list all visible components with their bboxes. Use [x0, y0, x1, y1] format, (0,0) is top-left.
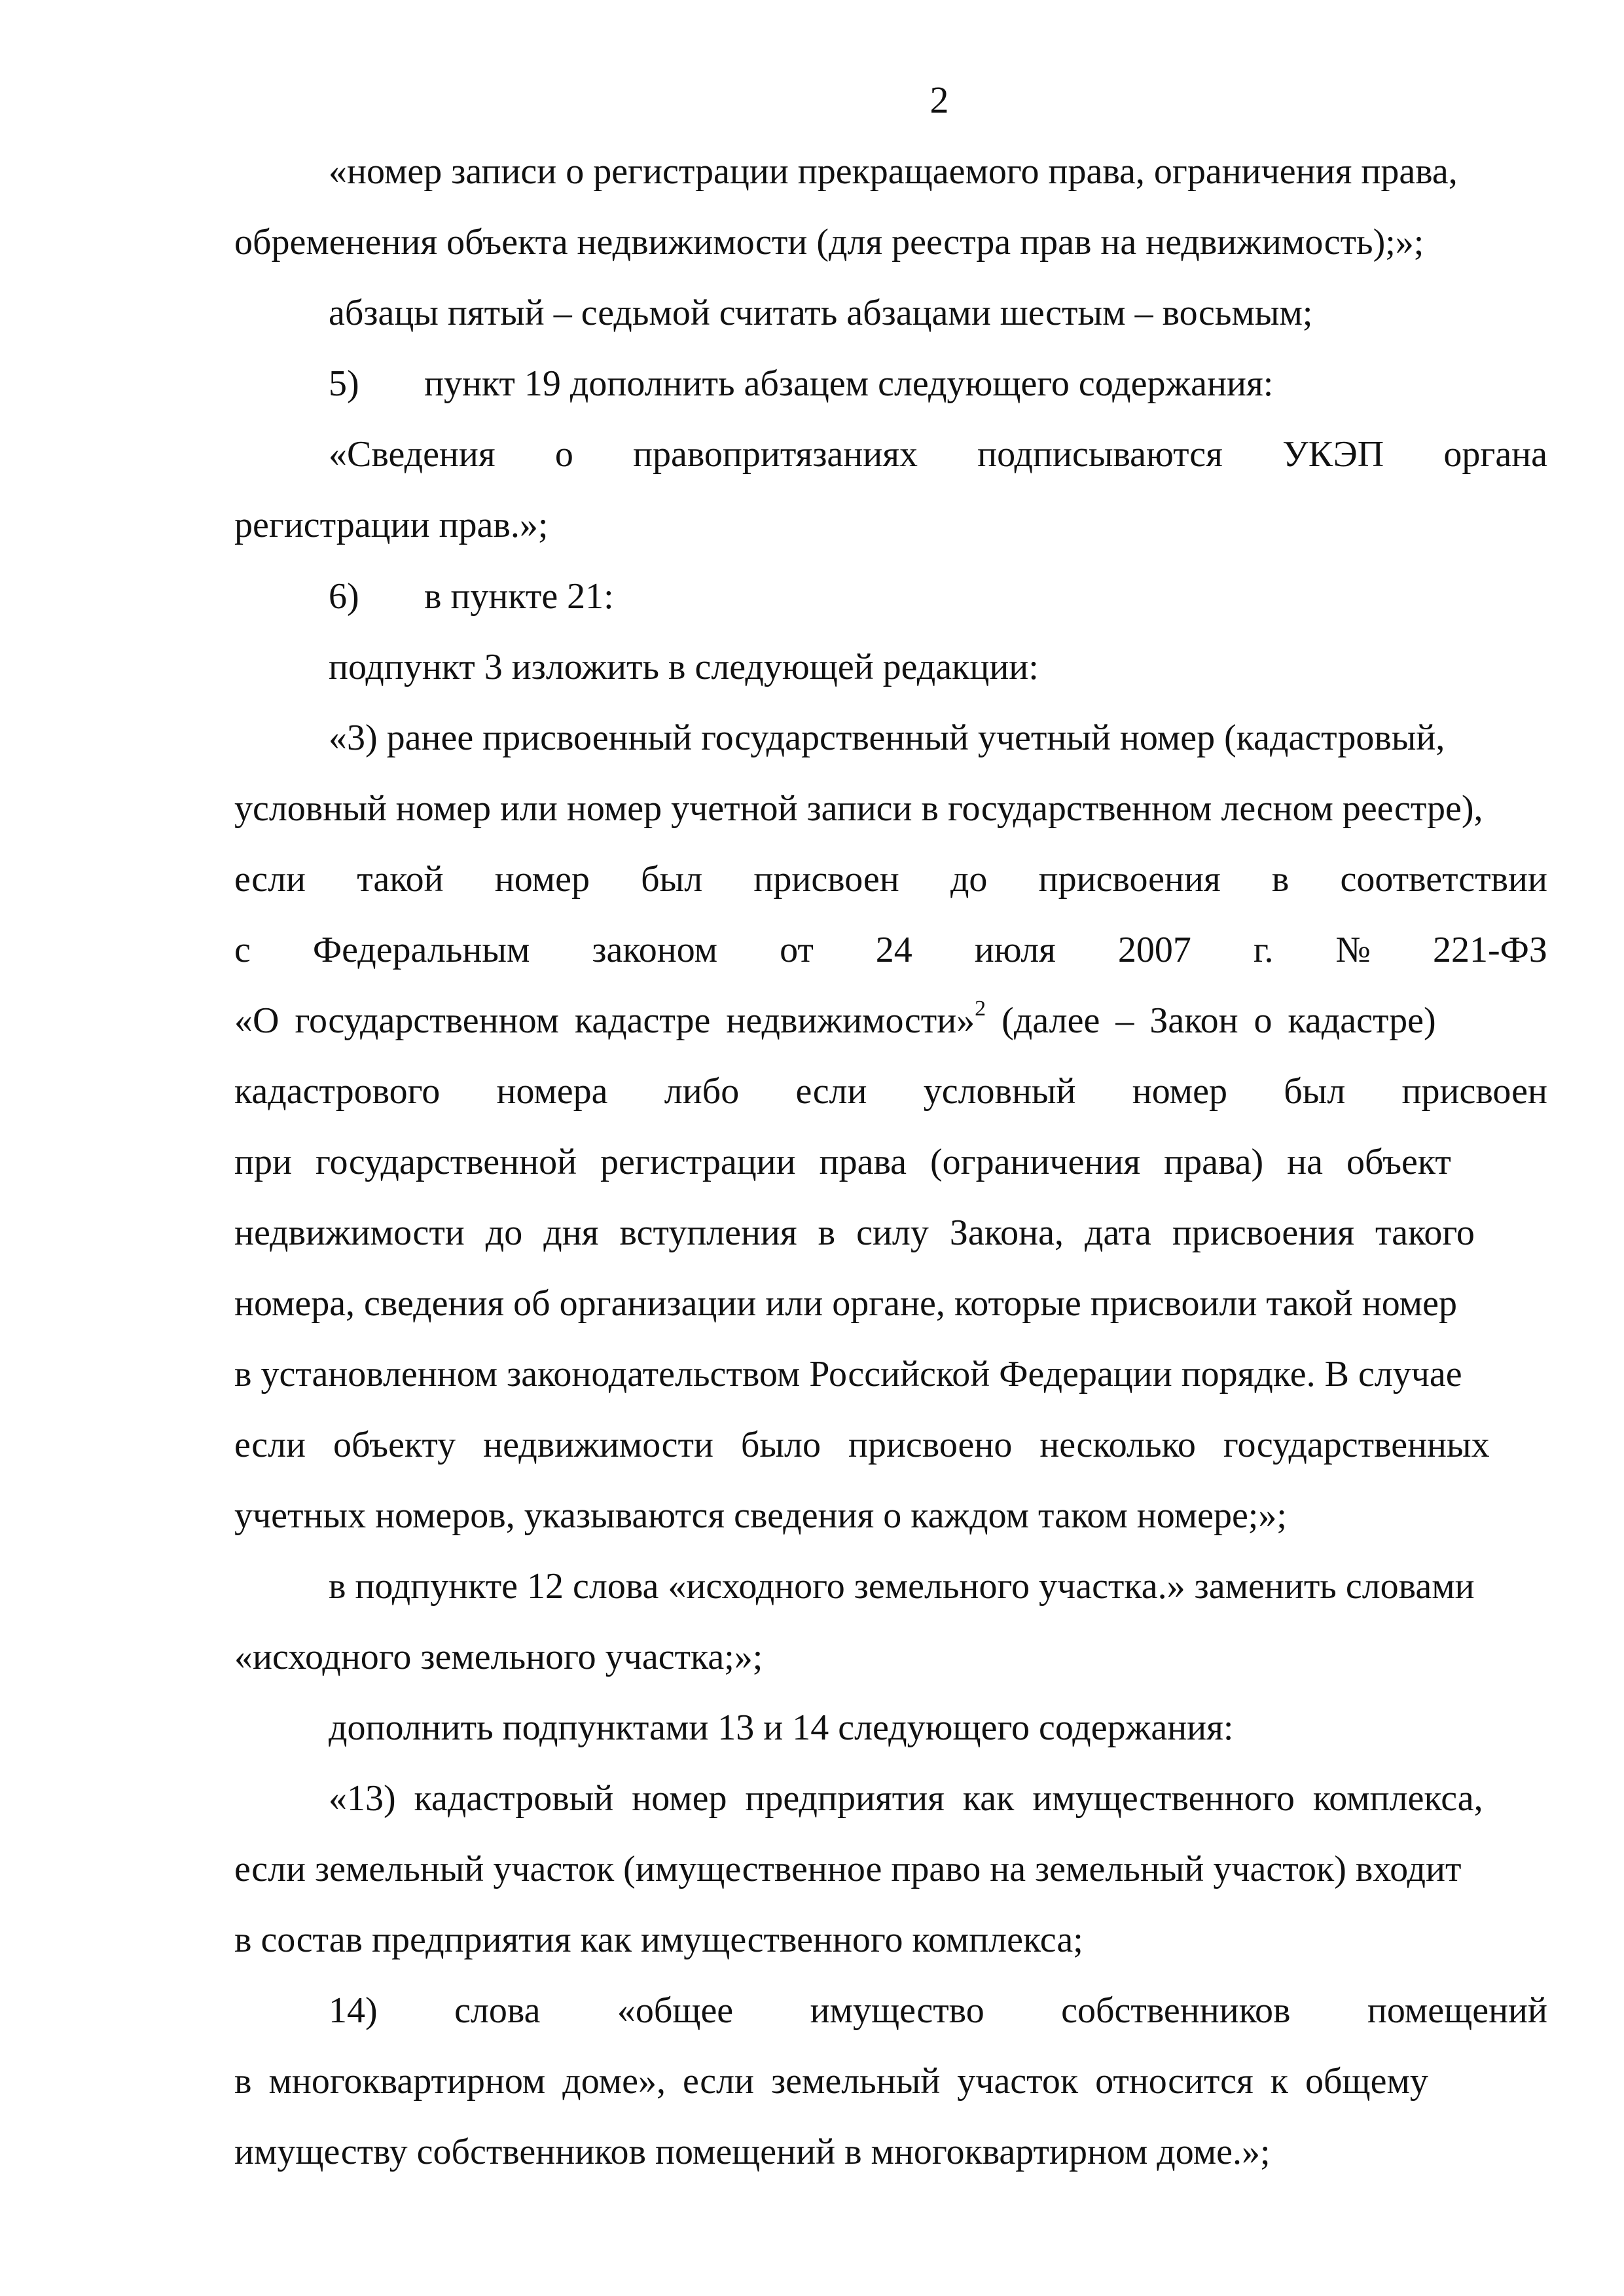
list-item-number: 6): [329, 576, 359, 617]
text-line: с Федеральным законом от 24 июля 2007 г. № 221-ФЗ: [234, 930, 1547, 970]
text-line: обременения объекта недвижимости (для реестра прав на недвижимость);»;: [234, 222, 1424, 263]
text-line: условный номер или номер учетной записи в государственном лесном реестре),: [234, 788, 1483, 829]
page-number: 2: [929, 79, 949, 121]
text-line: в подпункте 12 слова «исходного земельного участка.» заменить словами: [329, 1566, 1475, 1607]
text-line: в многоквартирном доме», если земельный участок относится к общему: [234, 2061, 1428, 2102]
text-line: кадастрового номера либо если условный номер был присвоен: [234, 1071, 1547, 1112]
text-line: «О государственном кадастре недвижимости»$^2$ (далее – Закон о кадастре): [234, 996, 1436, 1041]
list-item-text: в пункте 21:: [424, 576, 614, 617]
text-line: имуществу собственников помещений в многоквартирном доме.»;: [234, 2132, 1271, 2172]
text-line: «Сведения о правопритязаниях подписываются УКЭП органа: [329, 434, 1547, 475]
text-line: в установленном законодательством Российской Федерации порядке. В случае: [234, 1354, 1462, 1394]
text-line: в состав предприятия как имущественного комплекса;: [234, 1920, 1083, 1960]
text-line: «исходного земельного участка;»;: [234, 1637, 763, 1677]
text-line: 14) слова «общее имущество собственников помещений: [329, 1990, 1547, 2031]
text-line: номера, сведения об организации или органе, которые присвоили такой номер: [234, 1283, 1457, 1324]
text-line: если земельный участок (имущественное право на земельный участок) входит: [234, 1849, 1462, 1889]
list-item-text: пункт 19 дополнить абзацем следующего содержания:: [424, 363, 1274, 404]
footnote-reference: 2: [975, 996, 986, 1021]
text-line: регистрации прав.»;: [234, 505, 549, 545]
text-line: «13) кадастровый номер предприятия как имущественного комплекса,: [329, 1778, 1483, 1819]
text-line: «номер записи о регистрации прекращаемого права, ограничения права,: [329, 151, 1458, 192]
list-item-number: 5): [329, 363, 359, 404]
list-item-6: [329, 574, 1547, 619]
text-line: дополнить подпунктами 13 и 14 следующего содержания:: [329, 1707, 1234, 1748]
text-line: при государственной регистрации права (ограничения права) на объект: [234, 1142, 1451, 1182]
text-line: подпункт 3 изложить в следующей редакции:: [329, 647, 1039, 687]
text-line: недвижимости до дня вступления в силу Закона, дата присвоения такого: [234, 1212, 1475, 1253]
text-line: если объекту недвижимости было присвоено несколько государственных: [234, 1425, 1490, 1465]
text-line: абзацы пятый – седьмой считать абзацами шестым – восьмым;: [329, 293, 1313, 333]
text-line: учетных номеров, указываются сведения о каждом таком номере;»;: [234, 1495, 1287, 1536]
text-line: «3) ранее присвоенный государственный учетный номер (кадастровый,: [329, 718, 1445, 758]
text-line: если такой номер был присвоен до присвоения в соответствии: [234, 859, 1547, 900]
list-item-5: [329, 361, 1547, 406]
